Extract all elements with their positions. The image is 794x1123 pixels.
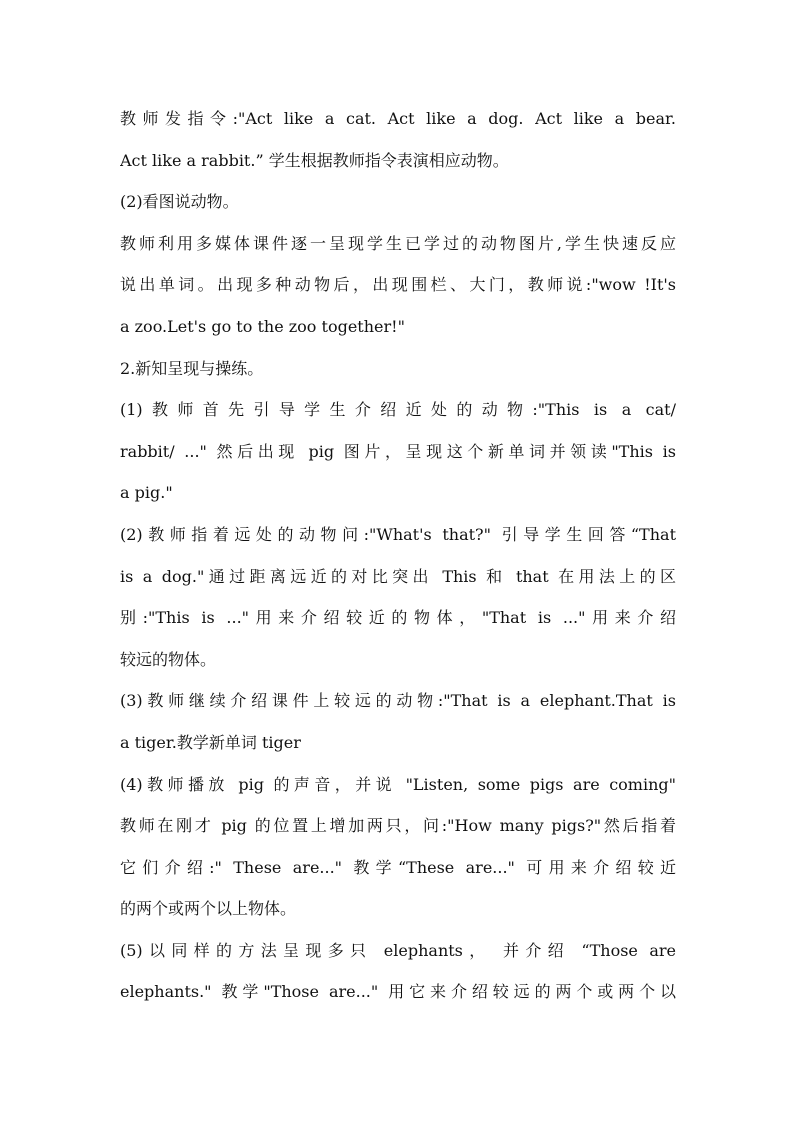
text-line: 别:"This is ..."用来介绍较近的物体，"That is ..."用来介绍 [120, 608, 676, 628]
text-line: 2.新知呈现与操练。 [120, 358, 264, 378]
text-line: 它们介绍:" These are..." 教学“These are..." 可用来介绍较近 [120, 857, 676, 877]
text-line: a tiger.教学新单词 tiger [120, 732, 301, 752]
text-line: (5)以同样的方法呈现多只 elephants， 并介绍 “Those are [120, 940, 676, 960]
text-line: 的两个或两个以上物体。 [120, 899, 297, 919]
text-line: elephants." 教学"Those are..." 用它来介绍较远的两个或两个以 [120, 982, 676, 1002]
text-line: (4)教师播放 pig 的声音，并说 "Listen, some pigs are coming" [120, 774, 676, 794]
text-line: is a dog."通过距离远近的对比突出 This 和 that 在用法上的区 [120, 566, 676, 586]
text-line: 教师利用多媒体课件逐一呈现学生已学过的动物图片,学生快速反应 [120, 233, 676, 253]
text-line: a zoo.Let's go to the zoo together!" [120, 316, 405, 336]
text-line: 教师发指令:"Act like a cat. Act like a dog. Act like a bear. [120, 109, 676, 128]
text-line: (2)教师指着远处的动物问:"What's that?" 引导学生回答“That [120, 524, 676, 544]
text-line: rabbit/ ..." 然后出现 pig 图片，呈现这个新单词并领读"This is [120, 441, 676, 461]
text-line: a pig." [120, 483, 173, 503]
text-line: 教师在刚才 pig 的位置上增加两只，问:"How many pigs?"然后指着 [120, 816, 676, 836]
text-line: (3)教师继续介绍课件上较远的动物:"That is a elephant.That is [120, 691, 676, 711]
text-line: (2)看图说动物。 [120, 192, 239, 212]
text-line: (1)教师首先引导学生介绍近处的动物:"This is a cat/ [120, 400, 676, 420]
document-body [120, 98, 676, 1013]
text-line: 说出单词。出现多种动物后，出现围栏、大门，教师说:"wow !It's [120, 275, 676, 295]
text-line: 较远的物体。 [120, 649, 217, 669]
text-line: Act like a rabbit.” 学生根据教师指令表演相应动物。 [120, 150, 509, 170]
